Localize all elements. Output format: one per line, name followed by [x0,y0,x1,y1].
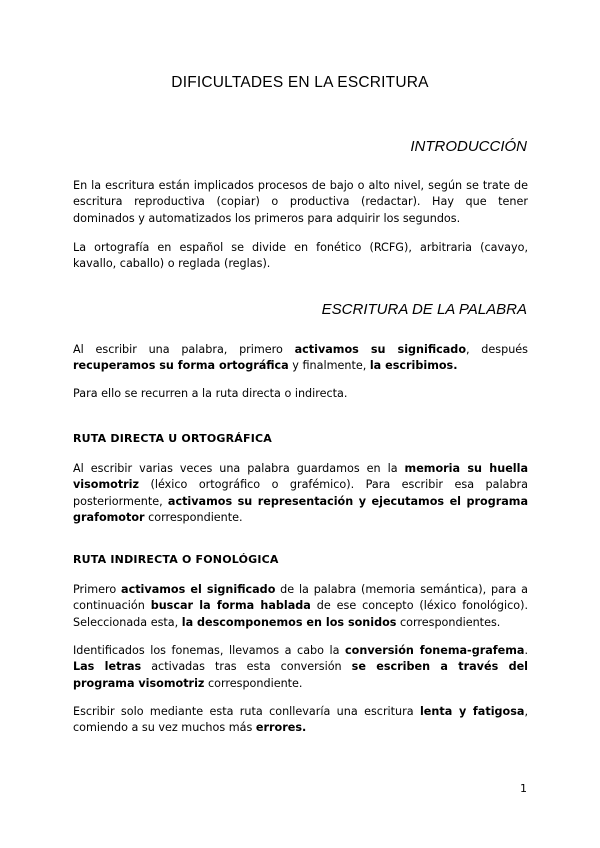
bold-span: activamos su representación y ejecutamos el programa grafomotor [73,494,528,524]
text-span: , comiendo a su vez muchos más [73,705,528,735]
intro-paragraph-2: La ortografía en español se divide en fonético (RCFG), arbitraria (cavayo, kavallo, caballo) o reglada (reglas). [73,241,528,271]
bold-span: la escribimos. [369,359,458,373]
bold-span: recuperamos su forma ortográfica [73,359,289,373]
text-span: , después [466,343,529,356]
section-heading-escritura-palabra: ESCRITURA DE LA PALABRA [321,301,527,318]
palabra-paragraph-1 [73,342,528,375]
text-span: de ese concepto (léxico fonológico). Seleccionada esta, [73,599,528,629]
bold-span: lenta y fatigosa [419,705,525,718]
bold-span: Las letras [73,660,142,674]
text-span: y finalmente, [288,359,370,373]
bold-span: memoria su huella visomotriz [73,462,529,492]
bold-span: activamos el significado [121,583,276,596]
bold-span: buscar la forma hablada [150,599,311,613]
text-span: correspondiente. [144,510,243,524]
subheading-ruta-indirecta: RUTA INDIRECTA O FONOLÓGICA [73,553,279,566]
bold-span: se escriben a través del programa visomotriz [73,660,528,690]
text-span: Escribir solo mediante esta ruta conllevaría una escritura [73,705,420,718]
text-span: Primero [73,583,122,596]
palabra-paragraph-2: Para ello se recurren a la ruta directa o indirecta. [73,387,348,400]
page-number: 1 [520,782,527,795]
bold-span: activamos su significado [294,343,467,356]
subheading-ruta-directa: RUTA DIRECTA U ORTOGRÁFICA [73,432,273,445]
bold-span: la descomponemos en los sonidos [181,615,397,629]
text-span: activadas tras esta conversión [141,660,352,674]
text-span: Al escribir varias veces una palabra guardamos en la [73,462,405,475]
text-span: . [524,644,528,657]
ruta-indirecta-paragraph-1 [73,582,528,631]
text-span: Al escribir una palabra, primero [73,343,295,356]
bold-span: errores. [255,721,307,735]
section-heading-introduccion: INTRODUCCIÓN [410,138,527,155]
document-title: DIFICULTADES EN LA ESCRITURA [171,74,429,91]
ruta-indirecta-paragraph-3 [73,704,528,737]
bold-span: conversión fonema-grafema [345,644,525,657]
text-span: correspondiente. [204,676,303,690]
intro-paragraph-1: En la escritura están implicados procesos de bajo o alto nivel, según se trate de escritura reproductiva (copiar) o productiva (redactar). Hay que tener dominados y automatizados los primeros para adquirir los segundos. [73,179,528,225]
text-span: Identificados los fonemas, llevamos a cabo la [73,644,346,657]
text-span: correspondientes. [396,615,501,629]
ruta-directa-paragraph-1 [73,461,528,526]
text-span: (léxico ortográfico o grafémico). Para escribir esa palabra posteriormente, [73,478,528,508]
ruta-indirecta-paragraph-2 [73,643,528,692]
text-span: de la palabra (memoria semántica), para a continuación [73,583,529,613]
